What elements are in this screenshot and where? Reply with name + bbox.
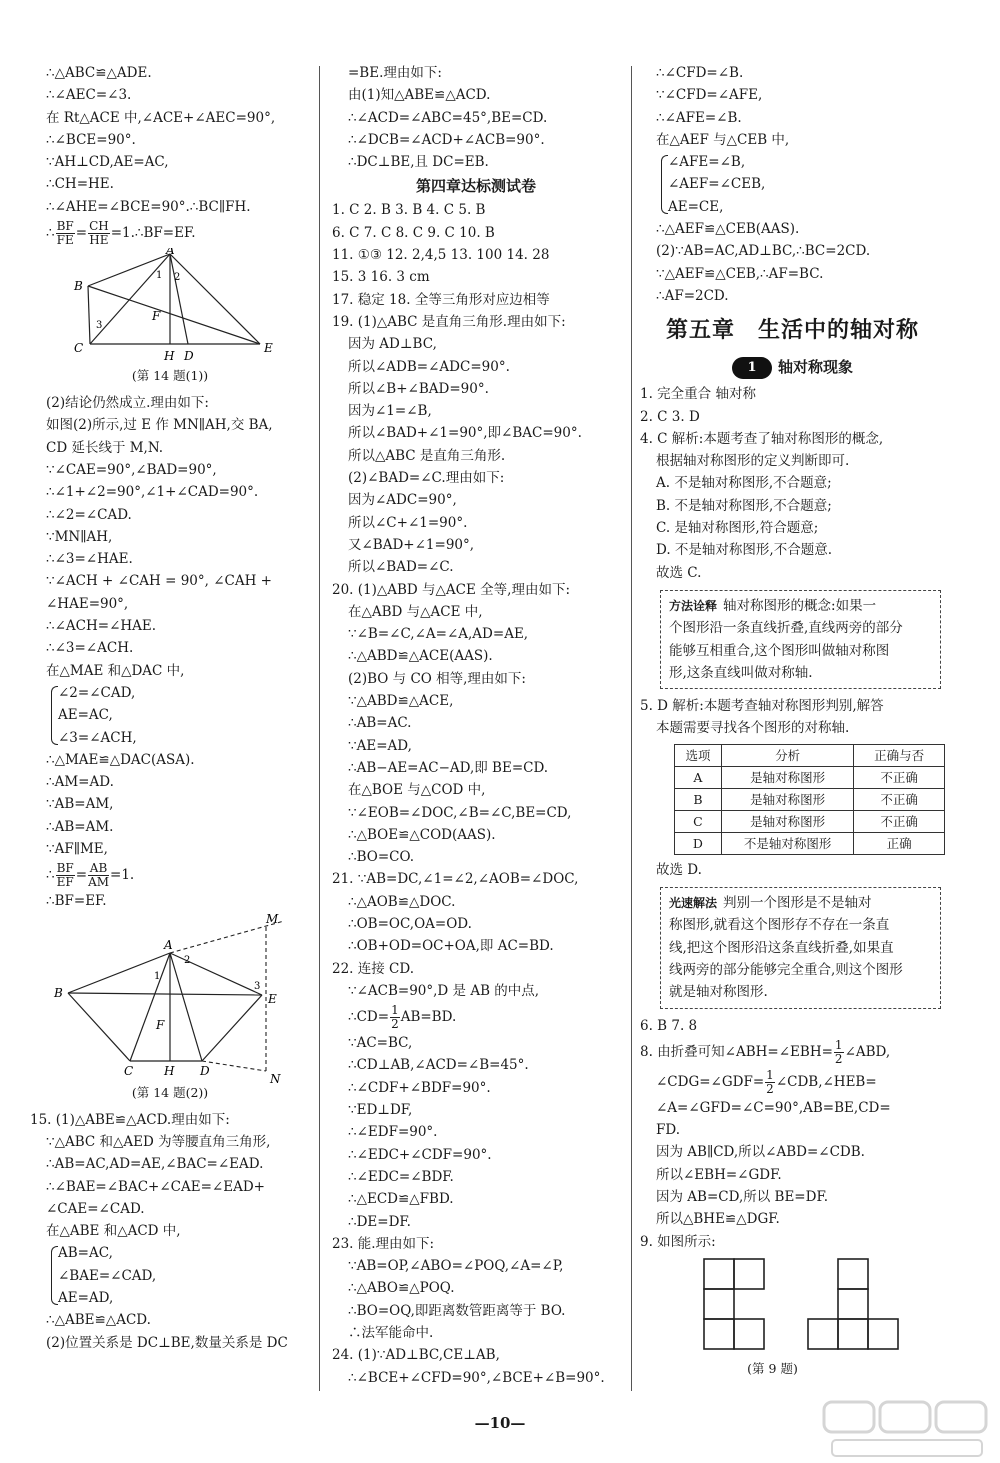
text-line: (2)∵AB=AC,AD⊥BC,∴BC=2CD.: [656, 243, 871, 260]
fig9-caption: (第 9 题): [747, 1360, 798, 1376]
col1-line-d: ∴BF=EF.: [46, 893, 107, 910]
q15-line: 15. (1)△ABE≌△ACD.理由如下:: [30, 1111, 230, 1128]
fig9-left-cell: [704, 1289, 734, 1319]
col3-block-a: [640, 62, 945, 151]
col1-brace-1: [30, 682, 310, 749]
column-divider: [319, 66, 320, 1391]
col1-block-b: [30, 392, 310, 682]
column-1: [30, 62, 310, 1354]
fig2-seg-bc: [68, 993, 130, 1061]
text-line: ∴∠EDC+∠CDF=90°.: [348, 1146, 492, 1163]
text-line: ∵△ABC 和△AED 为等腰直角三角形,: [46, 1133, 271, 1150]
q5-analysis-table: [674, 744, 945, 855]
table-header-cell: 分析: [721, 744, 853, 766]
fig2-label-a: A: [164, 937, 173, 952]
fig1-label-c: C: [74, 341, 84, 356]
figure-9: [700, 1257, 960, 1355]
text-line: 23. 能.理由如下:: [332, 1235, 435, 1252]
col1-block-a: [30, 62, 310, 218]
text-line: 9. 如图所示:: [640, 1233, 716, 1250]
col2-block-c: [332, 1032, 620, 1389]
col1-fraction-line-2: ∴ $\frac{BF}{EF}$ = $\frac{AB}{AM}$ =1.: [46, 861, 135, 890]
table-header-cell: 正确与否: [854, 744, 945, 766]
text-line: ∵AH⊥CD,AE=AC,: [46, 154, 169, 171]
text-line: ∴AB=AC,AD=AE,∠BAC=∠EAD.: [46, 1156, 264, 1173]
q8-fraction-line: 8. 由折叠可知∠ABH=∠EBH= $\frac{1}{2}$ ∠ABD,: [640, 1037, 891, 1066]
text-line: (2)位置关系是 DC⊥BE,数量关系是 DC: [46, 1334, 288, 1351]
fig1-caption: (第 14 题(1)): [131, 368, 209, 384]
text-line: 在△ABE 和△ACD 中,: [46, 1223, 181, 1240]
text-line: 在 Rt△ACE 中,∠ACE+∠AEC=90°,: [46, 109, 276, 126]
text-line: ∴∠AFE=∠B.: [656, 109, 742, 126]
lesson-heading: [640, 353, 945, 381]
text-line: 21. ∵AB=DC,∠1=∠2,∠AOB=∠DOC,: [332, 871, 579, 888]
text-line: ∵∠CFD=∠AFE,: [656, 87, 763, 104]
table-header-cell: 选项: [675, 744, 722, 766]
text-line: ∵∠ACH + ∠CAH = 90°, ∠CAH +: [46, 573, 272, 590]
text-line: 因为∠1=∠B,: [348, 403, 432, 420]
col2-block-a: [332, 62, 620, 173]
fig2-label-3: 3: [254, 980, 261, 992]
col3-block-c: [640, 383, 945, 584]
fig1-label-d: D: [184, 349, 194, 364]
col3-block-g: [640, 1097, 945, 1253]
text-line: ∴∠AEC=∠3.: [46, 87, 132, 104]
text-line: 所以△BHE≌△DGF.: [656, 1211, 780, 1228]
fig2-label-m: M: [266, 912, 279, 926]
fig2-seg-ad: [170, 953, 202, 1061]
text-line: ∴∠EDC=∠BDF.: [348, 1168, 454, 1185]
text-line: ∴∠2=∠CAD.: [46, 506, 132, 523]
text-line: 个图形沿一条直线折叠,直线两旁的部分: [669, 620, 903, 637]
text-line: ∠AFE=∠B,: [668, 154, 746, 171]
text-line: 形,这条直线叫做对称轴.: [669, 664, 813, 681]
text-line: ∴BO=OQ,即距离数管距离等于 BO.: [348, 1302, 566, 1319]
text-line: ∠3=∠ACH,: [58, 729, 137, 746]
table-row: A 是轴对称图形 不正确: [675, 766, 945, 788]
text-line: 故选 C.: [656, 564, 702, 581]
text-line: 称图形,就看这个图形存不存在一条直: [669, 917, 890, 934]
text-line: 因为 AB∥CD,所以∠ABD=∠CDB.: [656, 1144, 865, 1161]
text-line: ∴∠BCE=90°.: [46, 131, 136, 148]
q6-7-answers: 6. B 7. 8: [640, 1017, 698, 1034]
text-line: 6. C 7. C 8. C 9. C 10. B: [332, 224, 495, 241]
text-line: ∴OB=OC,OA=OD.: [348, 915, 472, 932]
text-line: D. 不是轴对称图形,不合题意.: [656, 542, 833, 559]
text-line: 所以∠EBH=∠GDF.: [656, 1166, 782, 1183]
fig9-left-cell: [704, 1259, 734, 1289]
text-line: ∵AB=OP,∠ABO=∠POQ,∠A=∠P,: [348, 1258, 564, 1275]
text-line: ∵MN∥AH,: [46, 528, 113, 545]
text-line: ∴△ABD≌△ACE(AAS).: [348, 648, 493, 665]
text-line: ∴∠CFD=∠B.: [656, 65, 744, 81]
text-line: ∴CH=HE.: [46, 176, 114, 193]
text-line: ∴△ABC≌△ADE.: [46, 65, 152, 81]
text-line: ∴△ECD≌△FBD.: [348, 1191, 454, 1208]
text-line: 17. 稳定 18. 全等三角形对应边相等: [332, 291, 550, 308]
fig9-left-cell: [704, 1319, 734, 1349]
text-line: ∵△ABD≌△ACE,: [348, 693, 454, 710]
text-line: ∠AEF=∠CEB,: [668, 176, 766, 193]
fig1-seg-ae: [170, 254, 260, 344]
col3-block-b: [640, 218, 945, 307]
text-line: ∴AB=AC.: [348, 715, 412, 732]
text-line: (2)BO 与 CO 相等,理由如下:: [348, 670, 526, 687]
text-line: (2)∠BAD=∠C.理由如下:: [348, 470, 505, 487]
fig1-label-f: F: [152, 309, 161, 324]
text-line: ∴OB+OD=OC+OA,即 AC=BD.: [348, 938, 554, 955]
text-line: ∴△ABO≌△POQ.: [348, 1280, 455, 1297]
fig2-label-c: C: [124, 1063, 134, 1078]
fig2-seg-dn: [202, 1061, 266, 1071]
text-line: 所以∠BAD=∠C.: [348, 559, 454, 576]
figure-14-2: [52, 913, 302, 1083]
fig9-right-cell: [838, 1289, 868, 1319]
text-line: 又∠BAD+∠1=90°,: [348, 536, 475, 553]
text-line: 所以△ABC 是直角三角形.: [348, 447, 506, 464]
fig1-label-1: 1: [156, 270, 163, 282]
text-line: ∴△ABE≌△ACD.: [46, 1312, 151, 1329]
text-line: ∴△AEF≌△CEB(AAS).: [656, 221, 800, 238]
text-line: 因为 AB=CD,所以 BE=DF.: [656, 1188, 828, 1205]
text-line: ∵AC=BC,: [348, 1035, 413, 1052]
text-line: ∠2=∠CAD,: [58, 684, 136, 701]
figure-14-1: [68, 248, 308, 366]
text-line: ∴∠ACD=∠ABC=45°,BE=CD.: [348, 109, 548, 126]
text-line: 所以∠B+∠BAD=90°.: [348, 380, 489, 397]
text-line: 所以∠C+∠1=90°.: [348, 514, 468, 531]
text-line: ∵AE=AD,: [348, 737, 412, 754]
table-row: D 不是轴对称图形 正确: [675, 832, 945, 854]
col1-brace-2: [30, 1242, 310, 1309]
col1-fraction-line: ∴ $\frac{BF}{FE}$ = $\frac{CH}{HE}$ =1.∴BF=EF.: [46, 219, 196, 248]
text-line: ∵AB=AM,: [46, 796, 114, 813]
text-line: AE=AD,: [58, 1289, 114, 1306]
table-row: C 是轴对称图形 不正确: [675, 810, 945, 832]
fig1-label-a: A: [166, 248, 175, 258]
text-line: ∴AB−AE=AC−AD,即 BE=CD.: [348, 759, 549, 776]
text-line: AE=AC,: [58, 707, 113, 724]
text-line: 因为 AD⊥BC,: [348, 336, 437, 353]
method-note-tag: 方法诠释: [669, 598, 718, 613]
text-line: ∴∠1+∠2=90°,∠1+∠CAD=90°.: [46, 484, 259, 501]
quick-solution-box: 光速解法 判别一个图形是不是轴对 称图形,就看这个图形存不存在一条直 线,把这个图形沿这条直线折叠,如果直 线两旁的部分能够完全重合,则这个图形 就是轴对称图形.: [660, 887, 941, 1008]
fig2-label-n: N: [270, 1071, 281, 1083]
section-title-chapter4-test: 第四章达标测试卷: [415, 177, 536, 196]
fig9-left-cell: [734, 1259, 764, 1289]
text-line: 如图(2)所示,过 E 作 MN∥AH,交 BA,: [46, 417, 273, 434]
text-line: ∴DE=DF.: [348, 1213, 411, 1230]
text-line: ∴AF=2CD.: [656, 287, 729, 304]
text-line: 在△MAE 和△DAC 中,: [46, 662, 185, 679]
text-line: ∴∠BCE+∠CFD=90°,∠BCE+∠B=90°.: [348, 1369, 605, 1386]
fig2-label-b: B: [54, 985, 63, 1000]
text-line: ∴∠ACH=∠HAE.: [46, 618, 157, 635]
text-line: 根据轴对称图形的定义判断即可.: [656, 453, 850, 470]
text-line: ∠BAE=∠CAD,: [58, 1267, 157, 1284]
fig1-seg-ad: [170, 254, 188, 344]
text-line: 线,把这个图形沿这条直线折叠,如果直: [669, 939, 894, 956]
fig2-seg-ac: [130, 953, 170, 1061]
text-line: ∴△AOB≌△DOC.: [348, 893, 456, 910]
text-line: =BE.理由如下:: [348, 65, 442, 81]
text-line: 就是轴对称图形.: [669, 984, 768, 1001]
fig1-seg-bc: [88, 286, 90, 344]
text-line: ∵∠ACB=90°,D 是 AB 的中点,: [348, 982, 540, 999]
col2-block-b: [332, 311, 620, 1002]
text-line: ∴CD⊥AB,∠ACD=∠B=45°.: [348, 1057, 529, 1074]
fig9-right-cell: [838, 1259, 868, 1289]
text-line: B. 不是轴对称图形,不合题意;: [656, 497, 832, 514]
text-line: 所以∠BAD+∠1=90°,即∠BAC=90°.: [348, 425, 582, 442]
text-line: ∴∠3=∠HAE.: [46, 551, 133, 568]
col1-block-f: [30, 1309, 310, 1354]
text-line: 19. (1)△ABC 是直角三角形.理由如下:: [332, 313, 566, 330]
text-line: 本题需要寻找各个图形的对称轴.: [656, 720, 850, 737]
quick-solution-tag: 光速解法: [669, 896, 718, 911]
text-line: ∠A=∠GFD=∠C=90°,AB=BE,CD=: [656, 1099, 891, 1116]
text-line: 22. 连接 CD.: [332, 960, 415, 977]
fig2-label-f: F: [156, 1017, 165, 1032]
fig1-label-h: H: [164, 349, 175, 364]
text-line: ∴∠CDF+∠BDF=90°.: [348, 1079, 491, 1096]
text-line: ∠HAE=90°,: [46, 595, 129, 612]
text-line: 2. C 3. D: [640, 408, 700, 425]
fig9-left-cell: [734, 1319, 764, 1349]
text-line: ∴DC⊥BE,且 DC=EB.: [348, 154, 489, 171]
col2-answers: [332, 199, 620, 310]
text-line: ∵∠EOB=∠DOC,∠B=∠C,BE=CD,: [348, 804, 572, 821]
col1-block-c: [30, 749, 310, 860]
lesson-title: 轴对称现象: [777, 358, 853, 377]
text-line: ∴∠EDF=90°.: [348, 1124, 438, 1141]
text-line: 所以∠ADB=∠ADC=90°.: [348, 358, 510, 375]
text-line: ∴∠AHE=∠BCE=90°.∴BC∥FH.: [46, 198, 251, 215]
text-line: AE=CE,: [668, 198, 724, 215]
fig2-seg-be: [68, 993, 262, 995]
fig9-right-cell: [868, 1319, 898, 1349]
text-line: 因为∠ADC=90°,: [348, 492, 457, 509]
text-line: ∴AM=AD.: [46, 774, 114, 791]
fig1-seg-be: [88, 286, 260, 344]
text-line: C. 是轴对称图形,符合题意;: [656, 520, 819, 537]
text-line: 11. ①③ 12. 2,4,5 13. 100 14. 28: [332, 247, 550, 264]
text-line: ∴∠BAE=∠BAC+∠CAE=∠EAD+: [46, 1178, 265, 1195]
column-divider: [631, 66, 632, 1391]
text-line: 在△AEF 与△CEB 中,: [656, 131, 790, 148]
text-line: A. 不是轴对称图形,不合题意;: [656, 475, 832, 492]
text-line: 5. D 解析:本题考查轴对称图形判别,解答: [640, 698, 884, 715]
text-line: 在△ABD 与△ACE 中,: [348, 603, 483, 620]
fig2-label-h: H: [164, 1063, 175, 1078]
table-row: B 是轴对称图形 不正确: [675, 788, 945, 810]
text-line: 线两旁的部分能够完全重合,则这个图形: [669, 961, 903, 978]
text-line: ∵∠CAE=90°,∠BAD=90°,: [46, 461, 217, 478]
text-line: ∵AF∥ME,: [46, 841, 108, 858]
text-line: (2)结论仍然成立.理由如下:: [46, 395, 209, 412]
text-line: ∠CAE=∠CAD.: [46, 1200, 145, 1217]
text-line: 由(1)知△ABE≌△ACD.: [348, 87, 491, 104]
text-line: AB=AC,: [58, 1245, 113, 1262]
method-note-box: 方法诠释 轴对称图形的概念:如果一 个图形沿一条直线折叠,直线两旁的部分 能够互相重合,这个图形叫做轴对称图 形,这条直线叫做对称轴.: [660, 590, 941, 689]
text-line: ∴BO=CO.: [348, 849, 415, 866]
fig2-label-1: 1: [154, 970, 161, 982]
fig1-label-e: E: [264, 341, 273, 356]
column-3: [640, 62, 945, 1379]
text-line: ∴法军能命中.: [348, 1325, 434, 1342]
fig1-label-2: 2: [174, 272, 181, 284]
text-line: ∴△MAE≌△DAC(ASA).: [46, 751, 195, 768]
fig1-label-3: 3: [96, 320, 103, 332]
text-line: ∵△AEF≌△CEB,∴AF=BC.: [656, 265, 824, 282]
text-line: ∴∠3=∠ACH.: [46, 640, 134, 657]
text-line: ∵∠B=∠C,∠A=∠A,AD=AE,: [348, 626, 529, 643]
fig2-label-e: E: [268, 991, 277, 1006]
fig9-right-cell: [808, 1319, 838, 1349]
watermark-logo-icon: [822, 1400, 992, 1460]
table-header-row: [675, 744, 945, 766]
fig1-label-b: B: [74, 279, 83, 294]
text-line: 20. (1)△ABD 与△ACE 全等,理由如下:: [332, 581, 570, 598]
col3-brace-1: [640, 151, 945, 218]
col1-block-e: [30, 1109, 310, 1243]
fig2-label-d: D: [200, 1063, 210, 1078]
lesson-number-badge: 1: [732, 357, 772, 379]
text-line: ∴∠DCB=∠ACD+∠ACB=90°.: [348, 131, 545, 148]
fig2-caption: (第 14 题(2)): [131, 1084, 209, 1100]
column-2: [332, 62, 620, 1389]
fig2-seg-de: [202, 995, 262, 1061]
text-line: ∵ED⊥DF,: [348, 1102, 413, 1119]
text-line: CD 延长线于 M,N.: [46, 439, 164, 456]
q8-fraction-line-2: ∠CDG=∠GDF= $\frac{1}{2}$ ∠CDB,∠HEB=: [656, 1067, 877, 1096]
chapter-title: 第五章 生活中的轴对称: [665, 317, 919, 344]
col2-fraction-line: ∴CD= $\frac{1}{2}$ AB=BD.: [348, 1003, 457, 1032]
text-line: 4. C 解析:本题考查了轴对称图形的概念,: [640, 430, 884, 447]
fig2-label-2: 2: [184, 954, 191, 966]
text-line: FD.: [656, 1122, 681, 1139]
text-line: 24. (1)∵AD⊥BC,CE⊥AB,: [332, 1347, 500, 1364]
page-number: —10—: [474, 1414, 526, 1432]
text-line: 1. 完全重合 轴对称: [640, 386, 756, 403]
text-line: 1. C 2. B 3. B 4. C 5. B: [332, 202, 486, 219]
text-line: ∴△BOE≌△COD(AAS).: [348, 826, 496, 843]
text-line: 在△BOE 与△COD 中,: [348, 782, 486, 799]
text-line: 15. 3 16. 3 cm: [332, 269, 430, 286]
q5-conclusion: 故选 D.: [656, 861, 702, 878]
col3-block-d: [640, 695, 945, 740]
text-line: 能够互相重合,这个图形叫做轴对称图: [669, 642, 890, 659]
text-line: ∴AB=AM.: [46, 818, 114, 835]
fig9-right-cell: [838, 1319, 868, 1349]
